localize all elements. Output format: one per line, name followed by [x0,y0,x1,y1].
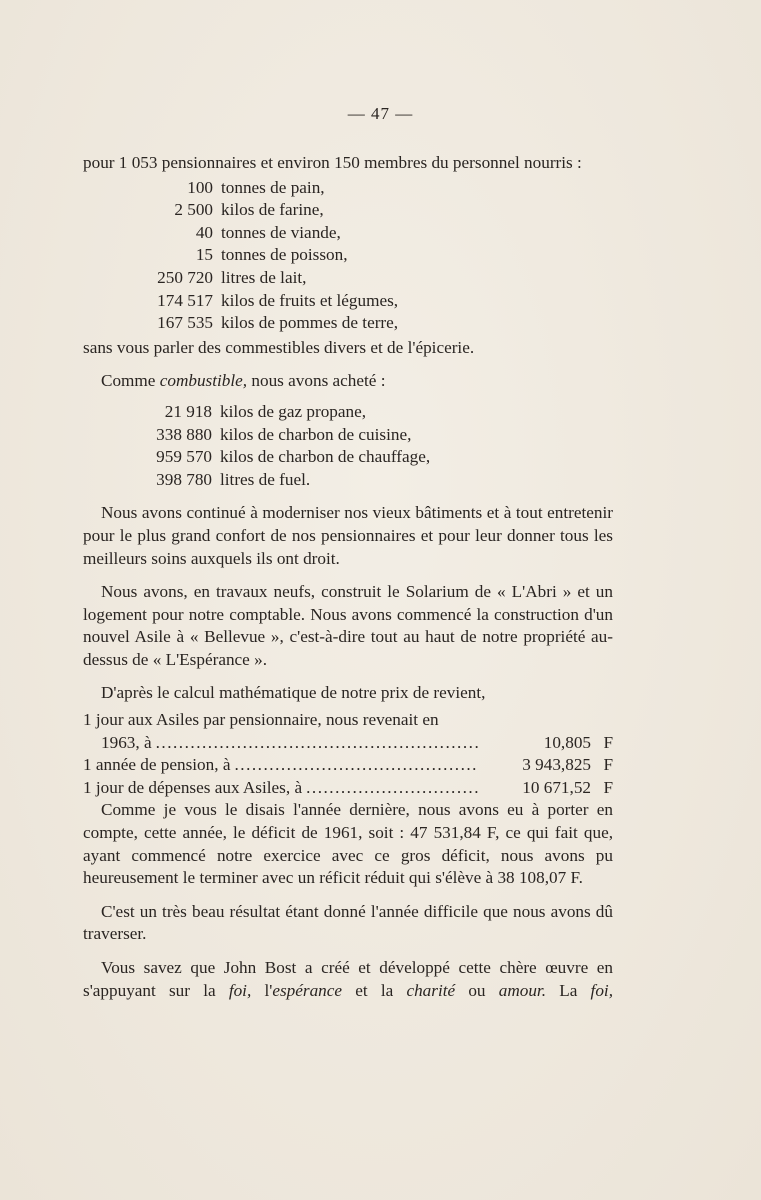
quantity: 959 570 [156,447,212,467]
quantity: 100 [187,177,213,197]
food-item [83,290,613,313]
food-item [83,222,613,245]
cost-label: 1 jour de dépenses aux Asiles, à [83,777,303,797]
fuel-item [83,469,613,492]
food-after-line: sans vous parler des commestibles divers et de l'épicerie. [83,337,475,357]
item-label: kilos de pommes de terre, [221,313,399,333]
food-list [83,177,613,335]
fuel-intro: Comme combustible, nous avons acheté : [101,371,386,391]
item-label: kilos de farine, [221,200,324,220]
food-item [83,312,613,335]
cost-line-intro: 1 jour aux Asiles par pensionnaire, nous revenait en [83,710,439,730]
food-item [83,177,613,200]
calc-intro: D'après le calcul mathématique de notre prix de revient, [101,683,486,703]
fuel-item [83,401,613,424]
cost-table [83,709,613,799]
quantity: 174 517 [157,290,213,310]
cost-unit: F [603,732,613,752]
page-number: — 47 — [347,104,414,123]
cost-value: 3 943,825 [522,755,591,775]
leader-dots [302,777,479,800]
paragraph-resultat: C'est un très beau résultat étant donné l'année difficile que nous avons dû traverser. [83,901,613,944]
cost-row [83,754,613,777]
quantity: 338 880 [156,424,212,444]
cost-unit: F [603,755,613,775]
paragraph-travaux: Nous avons, en travaux neufs, construit le Solarium de « L'Abri » et un logement pour notre comptable. Nous avons commencé la construction d'un nouvel Asile à « Bellevue », c'est-à-dire tout au haut de notre propriété au-dessus de « L'Espérance ». [83,582,613,669]
item-label: litres de fuel. [220,469,311,489]
item-label: tonnes de viande, [221,222,341,242]
cost-label: 1963, à [101,732,152,752]
quantity: 167 535 [157,313,213,333]
cost-row [83,732,613,755]
item-label: kilos de charbon de chauffage, [220,447,431,467]
paragraph-deficit: Comme je vous le disais l'année dernière, nous avons eu à porter en compte, cette année, le déficit de 1961, soit : 47 531,84 F, ce qui fait que, ayant commencé notre exercice avec ce gros déficit, nous avons pu heureusement le terminer avec un réficit réduit qui s'élève à 38 108,07 F. [83,800,613,888]
body-text [83,152,613,1002]
leader-dots [152,732,479,755]
quantity: 250 720 [157,267,213,287]
food-item [83,267,613,290]
cost-value: 10,805 [543,732,591,752]
cost-row [83,777,613,800]
cost-label: 1 année de pension, à [83,755,231,775]
fuel-list [83,401,613,491]
cost-unit: F [603,777,613,797]
leader-dots [230,754,479,777]
fuel-item [83,446,613,469]
quantity: 21 918 [164,401,212,421]
item-label: kilos de charbon de cuisine, [220,424,412,444]
quantity: 40 [195,222,213,242]
cost-value: 10 671,52 [522,777,591,797]
paragraph-final: Vous savez que John Bost a créé et développé cette chère œuvre en s'appuyant sur la foi, l'espérance et la charité ou amour. La foi, [83,958,613,1000]
paragraph-modernise: Nous avons continué à moderniser nos vieux bâtiments et à tout entretenir pour le plus grand confort de nos pensionnaires et pour leur donner tous les meilleurs soins auxquels ils ont droit. [83,503,613,568]
item-label: litres de lait, [221,267,307,287]
item-label: kilos de gaz propane, [220,401,367,421]
quantity: 15 [195,245,213,265]
item-label: kilos de fruits et légumes, [221,290,399,310]
quantity: 2 500 [174,200,213,220]
quantity: 398 780 [156,469,212,489]
fuel-item [83,424,613,447]
item-label: tonnes de pain, [221,177,325,197]
food-item [83,199,613,222]
food-item [83,244,613,267]
item-label: tonnes de poisson, [221,245,348,265]
intro-paragraph: pour 1 053 pensionnaires et environ 150 membres du personnel nourris : [83,153,582,172]
